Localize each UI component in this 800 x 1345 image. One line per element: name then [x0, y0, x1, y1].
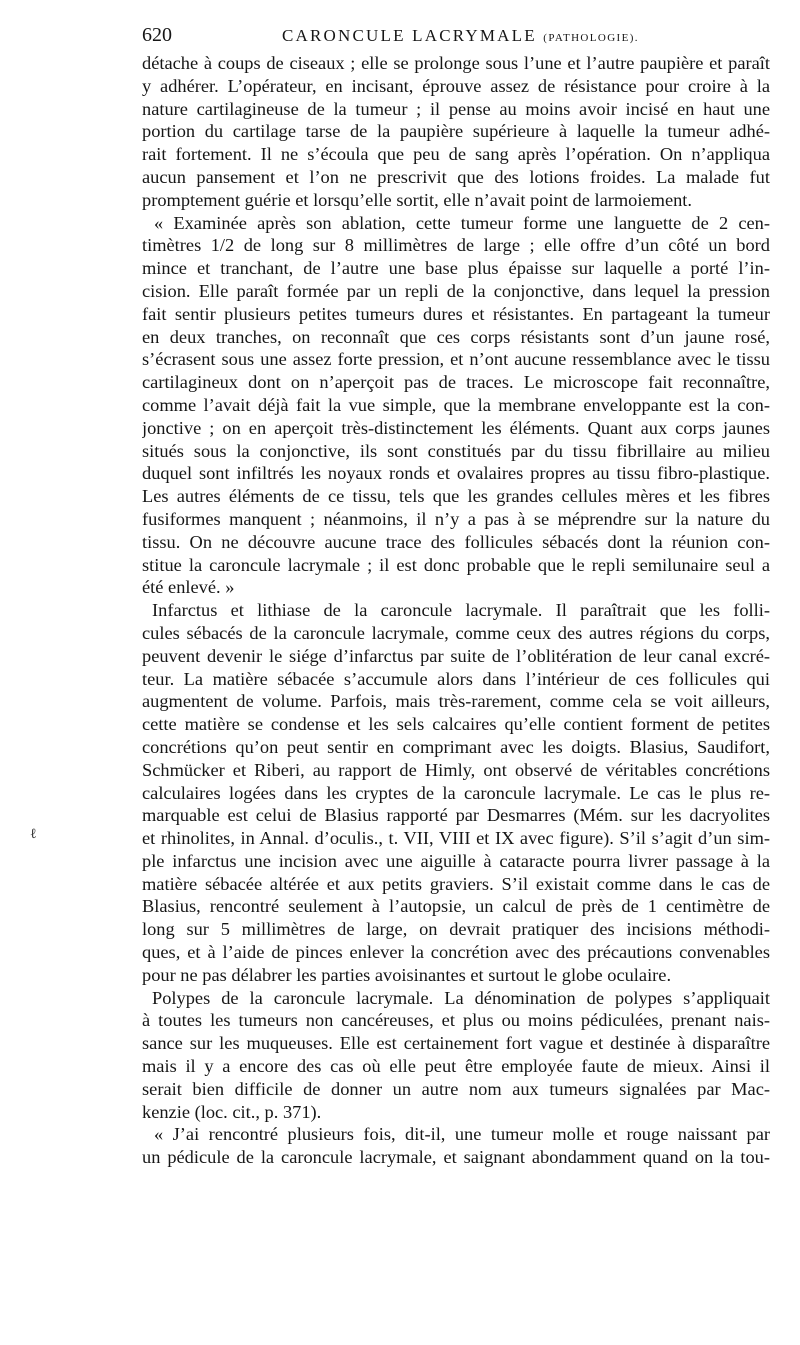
text-line: tissu. On ne découvre aucune trace des follicules sébacés dont la réunion con- [142, 531, 770, 552]
text-line: matière sébacée altérée et aux petits graviers. S’il existait comme dans le cas de [142, 873, 770, 894]
running-title-suffix: (PATHOLOGIE). [543, 32, 639, 44]
text-line: à toutes les tumeurs non cancéreuses, et plus ou moins pédiculées, prenant nais- [142, 1010, 770, 1031]
text-line: Schmücker et Riberi, au rapport de Himly, ont observé de véritables concrétions [142, 759, 770, 780]
text-line: aucun pansement et l’on ne prescrivit que des lotions froides. La malade fut [142, 166, 770, 187]
text-line: « Examinée après son ablation, cette tumeur forme une languette de 2 cen- [154, 212, 770, 233]
text-line: s’écrasent sous une assez forte pression, et n’ont aucune ressemblance avec le tissu [142, 349, 770, 370]
text-line: détache à coups de ciseaux ; elle se prolonge sous l’une et l’autre paupière et paraît [142, 53, 770, 73]
margin-mark: ℓ [30, 827, 37, 842]
text-line: fait sentir plusieurs petites tumeurs dures et résistantes. En partageant la tumeur [142, 303, 770, 324]
text-line: portion du cartilage tarse de la paupière supérieure à laquelle la tumeur adhé- [142, 121, 770, 142]
text-line: y adhérer. L’opérateur, en incisant, éprouve assez de résistance pour croire à la [142, 75, 770, 96]
text-line: concrétions qu’on peut sentir en comprimant avec les doigts. Blasius, Saudifort, [142, 736, 770, 757]
text-line: fusiformes manquent ; néanmoins, il n’y a pas à se méprendre sur la nature du [142, 508, 770, 529]
text-line: rait fortement. Il ne s’écoula que peu de sang après l’opération. On n’appliqua [142, 144, 770, 165]
text-line: nature cartilagineuse de la tumeur ; il pense au moins avoir incisé en haut une [142, 98, 770, 119]
text-line: Les autres éléments de ce tissu, tels que les grandes cellules mères et les fibres [142, 486, 770, 507]
text-line: timètres 1/2 de long sur 8 millimètres de large ; elle offre d’un côté un bord [142, 235, 770, 256]
text-line: jonctive ; on en aperçoit très-distinctement les éléments. Quant aux corps jaunes [142, 417, 770, 438]
text-line: Infarctus et lithiase de la caroncule lacrymale. Il paraîtrait que les folli- [152, 600, 770, 621]
text-line: et rhinolites, in Annal. d’oculis., t. VII, VIII et IX avec figure). S’il s’agit d’un sim- [142, 828, 770, 849]
text-line: cision. Elle paraît formée par un repli de la conjonctive, dans lequel la pression [142, 280, 770, 301]
text-line: duquel sont infiltrés les noyaux ronds et ovalaires propres au tissu fibro-plastique. [142, 463, 770, 484]
text-line: calculaires logées dans les cryptes de la caroncule lacrymale. Le cas le plus re- [142, 782, 770, 803]
text-line: pour ne pas délabrer les parties avoisinantes et surtout le globe oculaire. [142, 964, 672, 985]
text-line: Polypes de la caroncule lacrymale. La dénomination de polypes s’appliquait [152, 987, 770, 1008]
text-line: cette matière se condense et les sels calcaires qu’elle contient forment de petites [142, 714, 770, 735]
running-title-text: CARONCULE LACRYMALE [282, 26, 537, 45]
text-line: stitue la caroncule lacrymale ; il est donc probable que le repli semilunaire seul a [142, 554, 770, 575]
text-line: promptement guérie et lorsqu’elle sortit, elle n’avait point de larmoiement. [142, 189, 693, 210]
text-line: situés sous la conjonctive, ils sont constitués par du tissu fibrillaire au milieu [142, 440, 770, 461]
text-line: ques, et à l’aide de pinces enlever la concrétion avec des précautions convenables [142, 942, 770, 963]
text-line: mais il y a encore des cas où elle peut être employée faute de mieux. Ainsi il [142, 1056, 770, 1077]
text-line: cartilagineux dont on n’aperçoit pas de traces. Le microscope fait reconnaître, [142, 372, 770, 393]
text-line: été enlevé. » [142, 577, 235, 598]
text-line: un pédicule de la caroncule lacrymale, et saignant abondamment quand on la tou- [142, 1147, 770, 1168]
text-line: long sur 5 millimètres de large, on devrait pratiquer des incisions méthodi- [142, 919, 770, 940]
text-line: kenzie (loc. cit., p. 371). [142, 1101, 322, 1122]
text-line: peuvent devenir le siége d’infarctus par suite de l’oblitération de leur canal excré- [142, 645, 770, 666]
text-line: cules sébacés de la caroncule lacrymale, comme ceux des autres régions du corps, [142, 622, 770, 643]
running-header [142, 20, 770, 46]
text-line: mince et tranchant, de l’autre une base plus épaisse sur laquelle a porté l’in- [142, 258, 770, 279]
text-line: marquable est celui de Blasius rapporté par Desmarres (Mém. sur les dacryolites [142, 805, 770, 826]
text-line: teur. La matière sébacée s’accumule alors dans l’intérieur de ces follicules qui [142, 668, 770, 689]
text-line: serait bien difficile de donner un autre nom aux tumeurs signalées par Mac- [142, 1078, 770, 1099]
text-line: comme l’avait déjà fait la vue simple, que la membrane enveloppante est la con- [142, 394, 770, 415]
text-line: augmentent de volume. Parfois, mais très-rarement, comme cela se voit ailleurs, [142, 691, 770, 712]
page-number: 620 [142, 24, 172, 46]
text-line: en deux tranches, on reconnaît que ces corps résistants sont d’un jaune rosé, [142, 326, 770, 347]
text-line: sance sur les muqueuses. Elle est certainement fort vague et destinée à disparaître [142, 1033, 770, 1054]
text-line: Blasius, rencontré seulement à l’autopsie, un calcul de près de 1 centimètre de [142, 896, 770, 917]
page-body [142, 52, 770, 1169]
text-line: « J’ai rencontré plusieurs fois, dit-il, une tumeur molle et rouge naissant par [154, 1124, 770, 1145]
text-line: ple infarctus une incision avec une aiguille à cataracte pourra livrer passage à la [142, 850, 770, 871]
running-title [282, 26, 639, 46]
